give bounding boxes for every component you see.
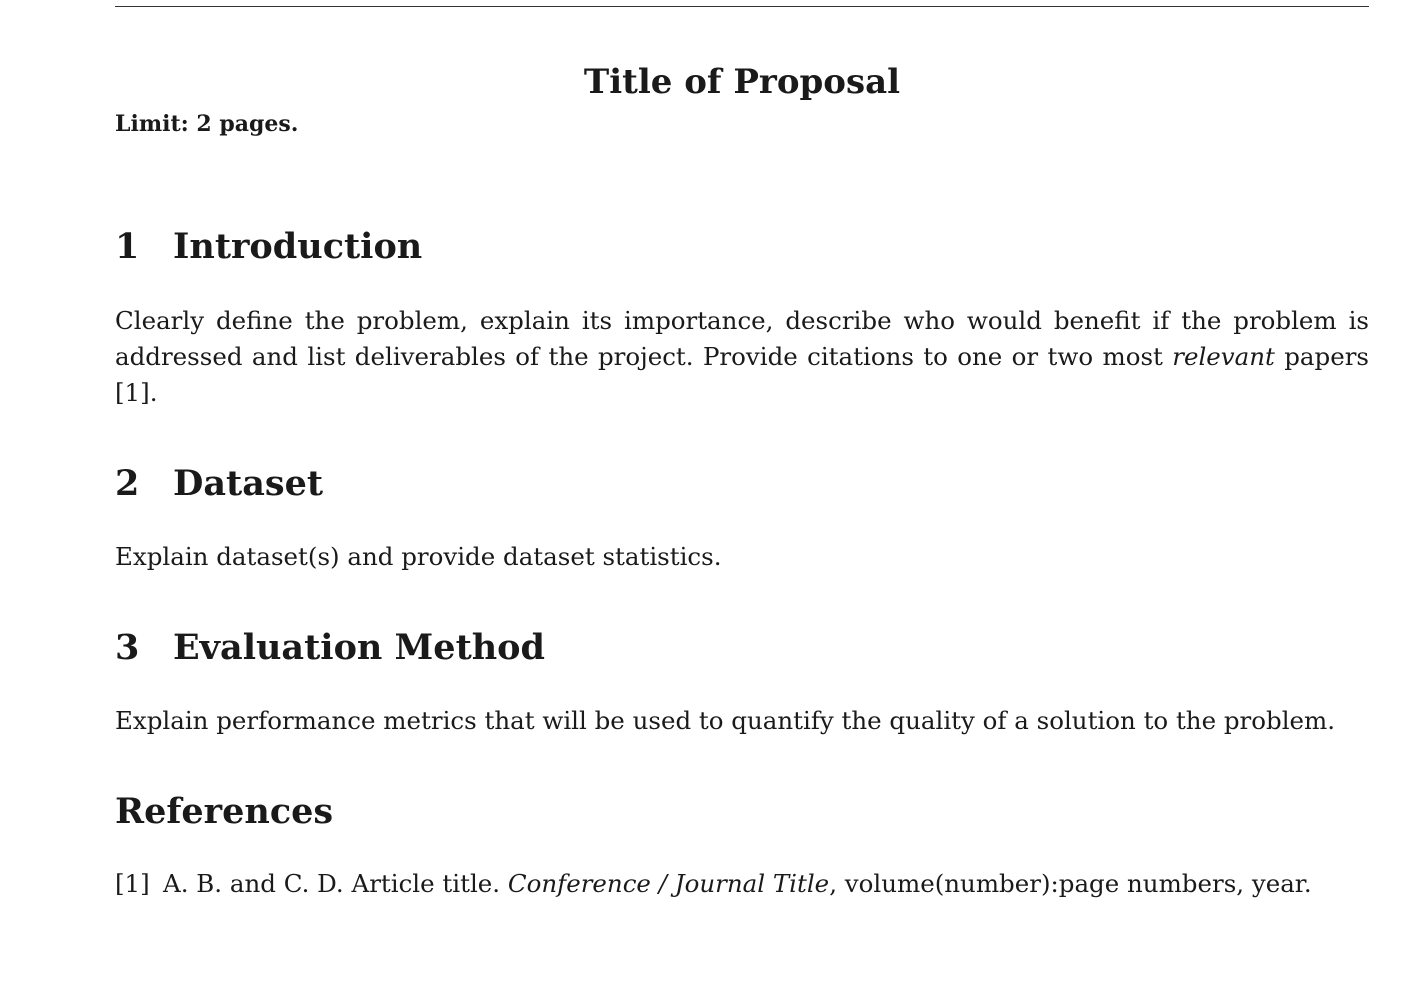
reference-label: [1]	[115, 869, 150, 898]
page-limit-note: Limit: 2 pages.	[115, 111, 299, 137]
proposal-title: Title of Proposal	[583, 62, 901, 102]
introduction-paragraph	[115, 303, 1369, 411]
section-number: 2	[115, 463, 140, 504]
section-title: Evaluation Method	[173, 627, 545, 668]
paragraph-text: Clearly define the problem, explain its importance, describe who would benefit if the problem is addressed and list deliverables of the project. Provide citations to one or two most	[115, 306, 1369, 371]
header-rule	[115, 6, 1369, 7]
dataset-paragraph: Explain dataset(s) and provide dataset statistics.	[115, 542, 722, 571]
reference-item	[115, 866, 1369, 902]
references-heading: References	[115, 791, 334, 832]
reference-details: , volume(number):page numbers, year.	[829, 869, 1312, 898]
section-heading-dataset	[115, 463, 323, 504]
reference-authors-title: A. B. and C. D. Article title.	[163, 869, 508, 898]
paragraph-text: papers [1].	[115, 342, 1369, 407]
section-title: Introduction	[173, 226, 423, 267]
reference-venue: Conference / Journal Title	[507, 869, 830, 898]
section-title: Dataset	[173, 463, 324, 504]
evaluation-paragraph: Explain performance metrics that will be used to quantify the quality of a solution to the problem.	[115, 706, 1336, 735]
section-number: 1	[115, 226, 140, 267]
emphasized-word: relevant	[1172, 342, 1275, 371]
section-heading-introduction	[115, 226, 422, 267]
section-number: 3	[115, 627, 140, 668]
section-heading-evaluation-method	[115, 627, 545, 668]
document-page	[115, 0, 1369, 992]
